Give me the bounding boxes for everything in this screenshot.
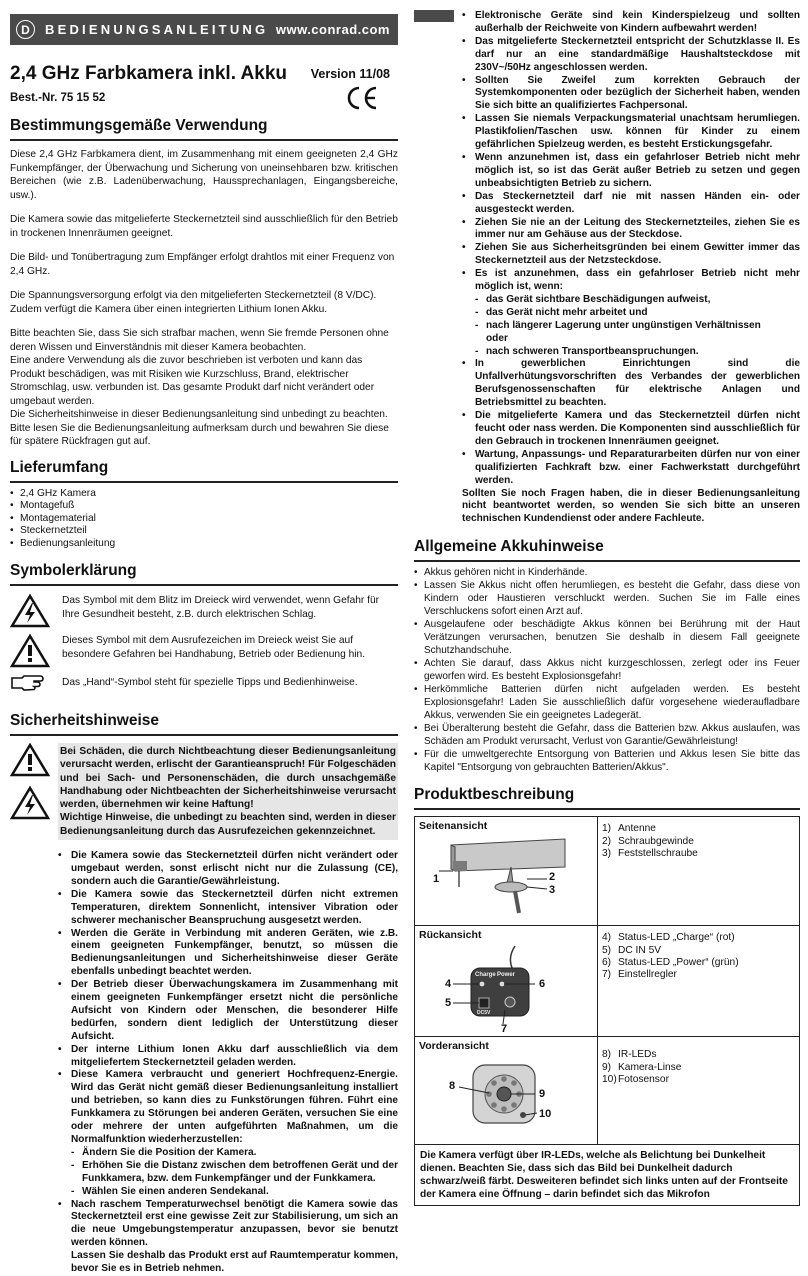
warning-text: Bei Schäden, die durch Nichtbeachtung dieser Bedienungsanleitung verursacht werden, erlischt der Garantieanspruch! Für Folgeschäden und bei Sach- und Personenschäden, die durch unsachgemäße Handhabung oder Nichtbeachten der Sicherheitshinweise verursacht werden, übernehmen wir keine Haftung! Wichtige Hinweise, die unbedingt zu beachten sind, werden in dieser Bedienungsanleitung durch das Ausrufezeichen gekennzeichnet. [58, 743, 398, 840]
list-item: • Sollten Sie Zweifel zum korrekten Gebrauch der Systemkomponenten oder bezüglich der Sicherheit haben, wenden Sie sich bitte an qualifiziertes Fachpersonal. [462, 74, 800, 112]
exclamation-warning-icon [10, 743, 50, 777]
sub-list [475, 294, 800, 359]
product-title: 2,4 GHz Farbkamera inkl. Akku [10, 63, 288, 84]
panel-power-label: Power [497, 972, 516, 979]
list-item: • Das mitgelieferte Steckernetzteil entspricht der Schutzklasse II. Es darf nur an eine standardmäßige Haushaltsteckdose mit 230V~/50Hz angeschlossen werden. [462, 35, 800, 73]
list-item: • Es ist anzunehmen, dass ein gefahrloser Betrieb nicht mehr möglich ist, wenn: - das Gerät sichtbare Beschädigungen aufweist, - das Gerät nicht mehr arbeitet und - nach längerer Lagerung unter ungünstigen Verhältnissen oder - nach schweren Transportbeanspruchungen. [462, 268, 800, 357]
description-heading: Produktbeschreibung [414, 786, 800, 810]
panel-charge-label: Charge [475, 972, 496, 979]
list-item: 8) IR-LEDs [602, 1049, 657, 1061]
front-view-camera-illustration [415, 1037, 595, 1144]
rear-view-label: Rückansicht [419, 929, 482, 942]
symbol-lightning-text: Das Symbol mit dem Blitz im Dreieck wird verwendet, wenn Gefahr für Ihre Gesundheit besteht, z.B. durch elektrischen Schlag. [62, 595, 380, 620]
list-item: • Wenn anzunehmen ist, dass ein gefahrloser Betrieb nicht mehr möglich ist, so ist das Gerät außer Betrieb zu setzen und gegen unbeabsichtigten Betrieb zu sichern. [462, 151, 800, 189]
battery-list [414, 566, 800, 774]
header-bar [10, 14, 398, 45]
list-item: • Der Betrieb dieser Überwachungskamera im Zusammenhang mit einem geeigneten Funkempfänger ersetzt nicht die persönliche Aufsicht von Kindern oder Menschen, die besonderer Hilfe bedürfen, sondern dient lediglich der Unterstützung dieser Aufsicht. [58, 979, 398, 1042]
list-item: oder [486, 332, 508, 344]
callout-10: 10 [539, 1108, 552, 1121]
intended-p1: Diese 2,4 GHz Farbkamera dient, im Zusammenhang mit einem geeigneten 2,4 GHz Funkempfänger, der Überwachung und Sicherung von uneinsehbaren bzw. kritischen Bereichen (wie z.B. Ladenüberwachung, Haussprechanlagen, Eingangsbereiche, usw.). [10, 149, 398, 201]
list-item: 4) Status-LED „Charge“ (rot) [602, 932, 735, 944]
callout-5: 5 [445, 997, 452, 1010]
ce-mark-icon [344, 85, 380, 111]
left-column [10, 14, 398, 1276]
list-item: • Nach raschem Temperaturwechsel benötigt die Kamera sowie das Steckernetzteil erst eine gewisse Zeit zur Stabilisierung, um sich an die neue Umgebungstemperatur anzupassen, bevor sie benutzt werden können. Lassen Sie deshalb das Produkt erst auf Raumtemperatur kommen, bevor Sie es in Betrieb nehmen. [58, 1198, 398, 1275]
safety-closing: Sollten Sie noch Fragen haben, die in dieser Bedienungsanleitung nicht beantwortet werden, so wenden Sie sich bitte an unseren technischen Kundendienst oder andere Fachleute. [462, 487, 800, 525]
list-item: - Ändern Sie die Position der Kamera. [71, 1146, 257, 1158]
intended-p7: Die Sicherheitshinweise in dieser Bedienungsanleitung sind unbedingt zu beachten. Bitte lesen Sie die Bedienungsanleitung aufmerksam durch und bewahren Sie diese für spätere Rückfragen gut auf. [10, 409, 389, 447]
callout-3: 3 [549, 884, 556, 897]
callout-4: 4 [445, 978, 452, 991]
callout-6: 6 [539, 978, 546, 991]
list-item: • Die Kamera sowie das Steckernetzteil dürfen nicht verändert oder umgebaut werden, sonst erlischt nicht nur die Zulassung (CE), sondern auch die Garantie/Gewährleistung. [58, 850, 398, 887]
list-item: - das Gerät sichtbare Beschädigungen aufweist, [475, 293, 711, 305]
order-number: Best.-Nr. 75 15 52 [10, 92, 106, 104]
callout-7: 7 [501, 1023, 508, 1036]
list-item: • Montagefuß [10, 500, 75, 511]
list-item: • Der interne Lithium Ionen Akku darf ausschließlich via dem mitgeliefertem Steckernetzteil geladen werden. [58, 1043, 398, 1068]
safety-list-continued [462, 10, 800, 488]
intended-use-heading: Bestimmungsgemäße Verwendung [10, 117, 398, 141]
symbol-row-lightning [10, 594, 398, 628]
list-item: • Elektronische Geräte sind kein Kinderspielzeug und sollten außerhalb der Reichweite von Kindern aufbewahrt werden! [462, 10, 800, 34]
list-item: • Ziehen Sie nie an der Leitung des Steckernetzteiles, ziehen Sie es immer nur am Gehäuse aus der Steckdose. [462, 216, 800, 241]
list-item: • Für die umweltgerechte Entsorgung von Batterien und Akkus lesen Sie bitte das Kapitel "Entsorgung von gebrauchten Batterien/Akkus". [414, 749, 800, 774]
list-item: • Die mitgelieferte Kamera und das Steckernetzteil dürfen nicht feucht oder nass werden. Die Komponenten sind ausschließlich für den Gebrauch in trockenen Innenräumen geeignet. [462, 410, 800, 447]
scope-list [10, 488, 398, 551]
warning-block [10, 743, 398, 840]
list-item: • Bedienungsanleitung [10, 537, 116, 549]
list-item: - Wählen Sie einen anderen Sendekanal. [71, 1185, 269, 1197]
intended-p2: Die Kamera sowie das mitgelieferte Steckernetzteil sind ausschließlich für den Betrieb in trockenen Innenräumen geeignet. [10, 214, 398, 239]
list-item: 9) Kamera-Linse [602, 1061, 682, 1073]
safety-list [58, 850, 398, 1276]
scope-heading: Lieferumfang [10, 459, 398, 483]
callout-1: 1 [433, 873, 440, 886]
list-item: • Werden die Geräte in Verbindung mit anderen Geräten, wie z.B. einem geeigneten Funkempfänger, benutzt, so müssen die Bedienungsanleitungen und Sicherheitshinweise dieser Geräte ebenfalls unbedingt beachtet werden. [58, 927, 398, 978]
version-label: Version 11/08 [310, 67, 390, 81]
lightning-warning-icon [10, 594, 50, 628]
list-item: • Die Kamera sowie das Steckernetzteil dürfen nicht extremen Temperaturen, direktem Sonnenlicht, intensiver Vibration oder schwerer mechanischer Beanspruchung ausgesetzt werden. [58, 888, 398, 926]
list-item: • Diese Kamera verbraucht und generiert Hochfrequenz-Energie. Wird das Gerät nicht gemäß dieser Bedienungsanleitung installiert und betrieben, so kann dies zu Funkstörungen führen. Führt eine Funkkamera zu Störungen bei anderen Geräten, versuchen Sie eine oder mehrere der unten aufgeführten Maßnahmen, um die Normalfunktion wiederherzustellen: - Ändern Sie die Position der Kamera. - Erhöhen Sie die Distanz zwischen dem betroffenen Gerät und der Funkkamera, bzw. dem Funkempfänger und der Funkkamera. - Wählen Sie einen anderen Sendekanal. [58, 1069, 398, 1197]
front-view-row [415, 1037, 799, 1145]
list-item: 10) Fotosensor [602, 1073, 669, 1085]
list-item: • Das Steckernetzteil darf nie mit nassen Händen ein- oder ausgesteckt werden. [462, 190, 800, 215]
list-item: - nach längerer Lagerung unter ungünstigen Verhältnissen [475, 319, 761, 331]
rear-view-items [598, 926, 739, 1036]
list-item: - das Gerät nicht mehr arbeitet und [475, 306, 648, 318]
lightning-warning-icon [10, 786, 50, 820]
callout-8: 8 [449, 1080, 456, 1093]
list-item: • Lassen Sie niemals Verpackungsmaterial unachtsam herumliegen. Plastikfolien/Taschen usw. können für Kinder zu einem gefährlichen Spielzeug werden, es besteht Erstickungsgefahr. [462, 113, 800, 151]
product-description-table [414, 816, 800, 1206]
sub-list [71, 1147, 398, 1199]
intended-p5: Bitte beachten Sie, dass Sie sich strafbar machen, wenn Sie fremde Personen ohne deren Wissen und Einverständnis mit dieser Kamera beobachten. [10, 328, 389, 353]
battery-heading: Allgemeine Akkuhinweise [414, 538, 800, 562]
exclamation-warning-icon [10, 634, 50, 668]
list-item: - nach schweren Transportbeanspruchungen. [475, 345, 699, 357]
list-item: 7) Einstellregler [602, 969, 677, 981]
front-view-label: Vorderansicht [419, 1040, 489, 1053]
front-view-figure [415, 1037, 598, 1144]
list-item: 5) DC IN 5V [602, 944, 662, 956]
symbol-row-exclamation [10, 634, 398, 668]
symbol-exclamation-text: Dieses Symbol mit dem Ausrufezeichen im Dreieck weist Sie auf besondere Gefahren bei Handhabung, Betrieb oder Bedienung hin. [62, 635, 366, 660]
side-view-camera-illustration [415, 817, 595, 925]
list-item: • Lassen Sie Akkus nicht offen herumliegen, es besteht die Gefahr, dass diese von Kindern oder Haustieren verschluckt werden. Suchen Sie im Falle eines Verschluckens sofort einen Arzt auf. [414, 580, 800, 618]
pointing-hand-icon [10, 674, 50, 692]
language-badge: D [16, 20, 35, 39]
list-item: • 2,4 GHz Kamera [10, 487, 96, 499]
camera-note: Die Kamera verfügt über IR-LEDs, welche als Belichtung bei Dunkelheit dienen. Beachten Sie, dass sich das Bild bei Dunkelheit dadurch schwarz/weiß färbt. Desweiteren befindet sich links unten auf der Frontseite der Kamera eine Öffnung – darin befindet sich das Mikrofon [420, 1150, 788, 1201]
list-item: 1) Antenne [602, 823, 656, 835]
side-view-items [598, 817, 698, 925]
symbol-hand-text: Das „Hand“-Symbol steht für spezielle Tipps und Bedienhinweise. [62, 677, 358, 688]
list-item: - Erhöhen Sie die Distanz zwischen dem betroffenen Gerät und der Funkkamera, bzw. dem Funkempfänger und der Funkkamera. [71, 1159, 398, 1184]
header-url[interactable]: www.conrad.com [275, 22, 390, 37]
callout-9: 9 [539, 1088, 546, 1101]
front-view-items [598, 1037, 681, 1144]
list-item: • Steckernetzteil [10, 525, 87, 536]
list-item: 3) Feststellschraube [602, 847, 698, 859]
symbol-row-hand [10, 674, 398, 692]
list-item: • Herkömmliche Batterien dürfen nicht aufgeladen werden. Es besteht Explosionsgefahr! Laden Sie ausschließlich dafür vorgesehene wiederaufladbare Akkus, verwenden Sie ein geeignetes Ladegerät. [414, 684, 800, 722]
panel-dc-label: DC5V [477, 1010, 491, 1017]
title-block [10, 63, 398, 117]
header-bar-stub [414, 10, 454, 22]
list-item: • Ausgelaufene oder beschädigte Akkus können bei Berührung mit der Haut Verätzungen verursachen, benutzen Sie deshalb in diesem Fall geeignete Schutzhandschuhe. [414, 619, 800, 657]
list-item: • Akkus gehören nicht in Kinderhände. [414, 567, 588, 579]
callout-2: 2 [549, 871, 556, 884]
intended-p3: Die Bild- und Tonübertragung zum Empfänger erfolgt drahtlos mit einer Frequenz von 2,4 GHz. [10, 252, 395, 277]
rear-view-figure [415, 926, 598, 1036]
rear-view-row [415, 926, 799, 1037]
list-item: • In gewerblichen Einrichtungen sind die Unfallverhütungsvorschriften des Verbandes der gewerblichen Berufsgenossenschaften für elektrische Anlagen und Betriebsmittel zu beachten. [462, 358, 800, 409]
list-item: • Achten Sie darauf, dass Akkus nicht kurzgeschlossen, zerlegt oder ins Feuer geworfen wird. Es besteht Explosionsgefahr! [414, 658, 800, 683]
list-item: • Wartung, Anpassungs- und Reparaturarbeiten dürfen nur von einer qualifizierten Fachkraft bzw. einer Fachwerkstatt durchgeführt werden. [462, 448, 800, 486]
intended-p4: Die Spannungsversorgung erfolgt via den mitgelieferten Steckernetzteil (8 V/DC). Zudem verfügt die Kamera über einen integrierten Lithium Ionen Akku. [10, 290, 377, 315]
list-item: • Montagematerial [10, 512, 96, 524]
list-item: 2) Schraubgewinde [602, 835, 694, 847]
list-item: • Bei Überalterung besteht die Gefahr, dass die Batterien bzw. Akkus auslaufen, was Schäden am Produkt verursacht, Verlust von Garantie/Gewährleistung! [414, 723, 800, 748]
side-view-label: Seitenansicht [419, 820, 488, 833]
side-view-figure [415, 817, 598, 925]
list-item: 6) Status-LED „Power“ (grün) [602, 956, 739, 968]
right-column [414, 10, 800, 1206]
side-view-row [415, 817, 799, 926]
header-title: BEDIENUNGSANLEITUNG [45, 22, 269, 37]
symbols-heading: Symbolerklärung [10, 562, 398, 586]
safety-heading: Sicherheitshinweise [10, 712, 398, 736]
warning-icons [10, 743, 50, 825]
list-item: • Ziehen Sie aus Sicherheitsgründen bei einem Gewitter immer das Steckernetzteil aus der Netzsteckdose. [462, 242, 800, 267]
rear-view-camera-illustration [415, 926, 595, 1036]
intended-p6: Eine andere Verwendung als die zuvor beschrieben ist verboten und kann das Produkt beschädigen, was mit Risiken wie Kurzschluss, Brand, elektrischer Stromschlag, usw. verbunden ist. Das gesamte Produkt darf nicht verändert oder umgebaut werden. [10, 355, 375, 407]
